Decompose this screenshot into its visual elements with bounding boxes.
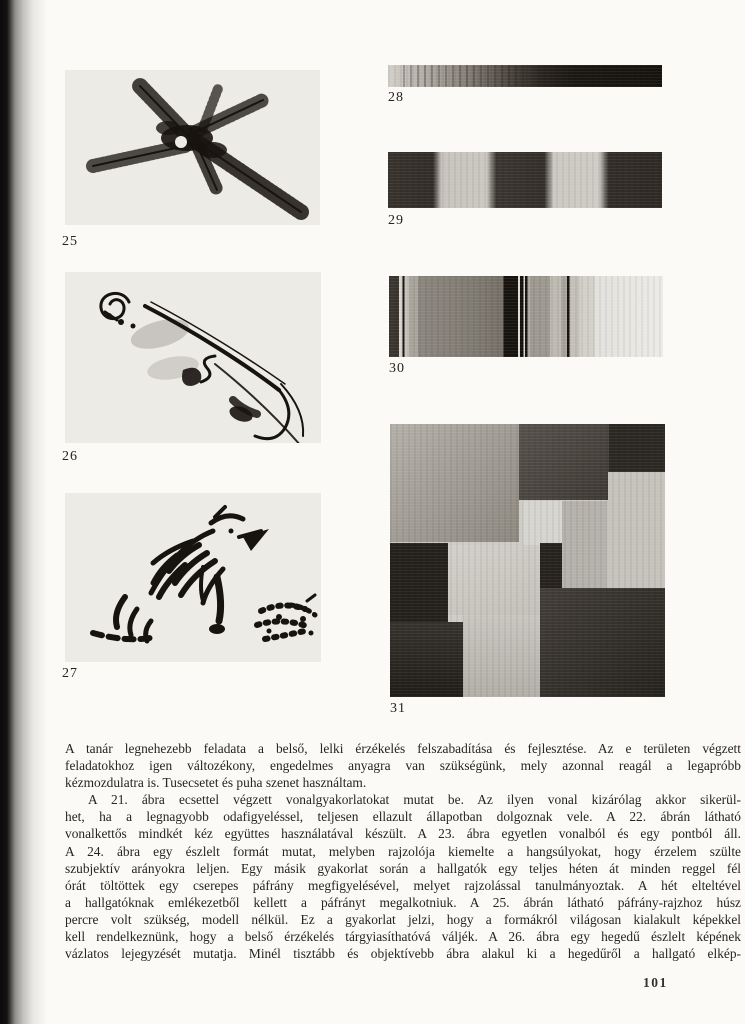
tonal-rect — [608, 472, 665, 589]
tonal-rect — [523, 501, 562, 545]
figure-27-caption: 27 — [62, 666, 78, 681]
body-text-line: percre volt szükség, modell nélkül. Ez a gyakorlat jelzi, hogy a formákról világosan kialakult képekkel — [65, 911, 741, 927]
figure-25-plate — [65, 70, 320, 225]
book-spine-shadow — [0, 0, 48, 1024]
figure-27-plate — [65, 493, 321, 662]
body-text-line: feladatokhoz igen változékony, engedelmes anyagra van szükségünk, mely azonnal reagál a legapróbb — [65, 758, 741, 774]
figure-25-caption: 25 — [62, 234, 78, 249]
body-text-line: vonalkettős mindkét kéz együttes használatával készült. A 23. ábra egyetlen vonalból és egy pontból áll. — [65, 826, 741, 842]
violin-ink-sketch-icon — [65, 272, 321, 443]
body-text-line: A 21. ábra ecsettel végzett vonalgyakorlatokat mutat be. Az ilyen vonal kizárólag akkor sikerül- — [88, 792, 741, 808]
body-text-line: a hallgatóknak emlékezetből kellett a páfrányt megalkotniuk. A 25. ábrán látható páfrány-rajzhoz húsz — [65, 894, 741, 910]
figure-30-caption: 30 — [389, 361, 405, 376]
body-text-line: A tanár legnehezebb feladata a belső, lelki érzékelés felszabadítása és fejlesztése. Az e területen végzett — [65, 741, 741, 756]
figure-26-caption: 26 — [62, 449, 78, 464]
figure-26-plate — [65, 272, 321, 443]
tonal-rect — [540, 543, 562, 589]
tonal-rect — [463, 615, 539, 697]
page-number: 101 — [643, 975, 668, 990]
tonal-rect — [390, 424, 519, 542]
body-text-line: kézmozdulatra is. Tusecsetet és puha szenet használtam. — [65, 775, 367, 791]
tonal-rect — [390, 543, 448, 622]
figure-29-value-bars — [388, 152, 662, 208]
figure-31-rectangle-composition — [390, 424, 665, 697]
body-text — [65, 740, 741, 962]
figure-29-caption: 29 — [388, 213, 404, 228]
figure-30-stripe-study — [389, 276, 663, 357]
fern-ink-drawing-icon — [65, 70, 320, 225]
figure-28-gradient-strip — [388, 65, 662, 87]
body-text-line: A 24. ábra egy észlelt formát mutat, melyben rajzolója kiemelte a hangsúlyokat, hogy érzelem szülte — [65, 843, 741, 859]
figure-31-caption: 31 — [390, 701, 406, 716]
tonal-rect — [519, 424, 608, 500]
figure-28-caption: 28 — [388, 90, 404, 105]
body-text-line: kell rendelkeznünk, hogy a belső érzékelés tárgyiasíthatóvá váljék. A 26. ábra egy hegedű észlelt képének — [65, 929, 741, 945]
body-text-line: órát töltöttek egy cserepes páfrány megfigyelésével, melyet rajzolással tanulmányoztak. A hét elteltével — [65, 877, 741, 893]
body-text-line: szubjektív arányokra leljen. Egy másik gyakorlat során a hallgatók egy teljes héten át minden reggel fél — [65, 860, 741, 876]
tonal-rect — [390, 622, 463, 697]
tonal-rect — [540, 588, 665, 697]
body-text-line: het, ha a legnagyobb odafigyeléssel, teljesen ellazult állapotban dolgoznak vele. A 22. ábrán látható — [65, 809, 741, 825]
body-text-line: vázlatos lejegyzését mutatja. Minél tisztább és objektívebb ábra alakul ki a hegedűről a hallgató elkép- — [65, 946, 741, 962]
tonal-rect — [448, 545, 540, 615]
tiger-ink-sketch-icon — [65, 493, 321, 662]
tonal-rect — [609, 424, 665, 472]
tonal-rect — [562, 501, 608, 589]
